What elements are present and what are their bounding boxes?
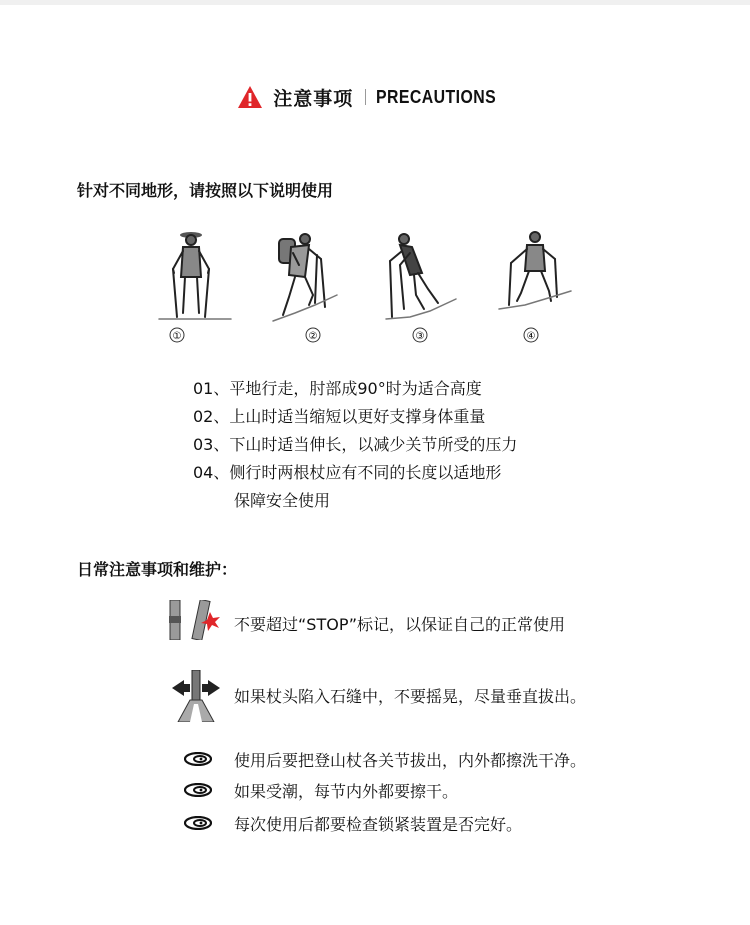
- terrain-figures: [150, 225, 570, 350]
- step-text: 平地行走，肘部成90°时为适合高度: [229, 379, 482, 398]
- step-item: [193, 431, 517, 459]
- hiker-flat-ground-icon: [155, 225, 235, 350]
- step-item: [193, 375, 517, 403]
- usage-steps: [193, 375, 517, 515]
- swirl-bullet-icon: [184, 816, 212, 830]
- maintenance-bullet-text: 使用后要把登山杖各关节拔出，内外都擦洗干净。: [234, 751, 587, 770]
- maintenance-bullet-item: [0, 779, 750, 803]
- figure-downhill: [380, 225, 460, 350]
- step-number: 01、: [193, 379, 230, 398]
- figure-number-1: ①: [172, 331, 182, 342]
- figure-number-4: ④: [526, 331, 536, 342]
- step-text: 侧行时两根杖应有不同的长度以适地形: [229, 463, 502, 482]
- page-title: 注意事项: [273, 87, 354, 110]
- figure-flat-ground: [155, 225, 235, 350]
- hiker-downhill-icon: [380, 225, 460, 350]
- maintenance-item: [0, 600, 750, 640]
- maintenance-text: 不要超过“STOP”标记，以保证自己的正常使用: [234, 615, 566, 634]
- hiker-traverse-icon: [495, 225, 575, 350]
- swirl-bullet-icon: [184, 783, 212, 797]
- figure-number-2: ②: [308, 331, 318, 342]
- maintenance-section-heading: 日常注意事项和维护：: [77, 560, 238, 579]
- figure-uphill: [265, 225, 345, 350]
- step-text: 上山时适当缩短以更好支撑身体重量: [229, 407, 486, 426]
- warning-icon: [237, 85, 263, 109]
- top-border: [0, 0, 750, 5]
- step-number: 03、: [193, 435, 230, 454]
- terrain-section-heading: 针对不同地形，请按照以下说明使用: [77, 181, 334, 200]
- figure-number-3: ③: [415, 331, 425, 342]
- maintenance-item: [0, 670, 750, 710]
- step-item: [193, 403, 517, 431]
- step-number: 04、: [193, 463, 230, 482]
- maintenance-text: 如果杖头陷入石缝中，不要摇晃，尽量垂直拔出。: [234, 687, 587, 706]
- step-number: 02、: [193, 407, 230, 426]
- swirl-bullet-icon: [184, 752, 212, 766]
- maintenance-bullet-item: [0, 748, 750, 772]
- tip-stuck-rock-icon: [168, 670, 224, 722]
- title-divider: [365, 89, 366, 105]
- stop-mark-icon: [166, 600, 222, 640]
- hiker-uphill-icon: [265, 225, 345, 350]
- figure-traverse: [495, 225, 575, 350]
- maintenance-bullet-item: [0, 812, 750, 836]
- step-text-continued: 保障安全使用: [234, 491, 331, 510]
- step-text: 下山时适当伸长，以减少关节所受的压力: [229, 435, 518, 454]
- step-item: [193, 459, 517, 515]
- page-header: [0, 83, 750, 111]
- maintenance-bullet-text: 每次使用后都要检查锁紧装置是否完好。: [234, 815, 523, 834]
- maintenance-bullet-text: 如果受潮，每节内外都要擦干。: [234, 782, 459, 801]
- page-title-english: PRECAUTIONS: [376, 86, 497, 107]
